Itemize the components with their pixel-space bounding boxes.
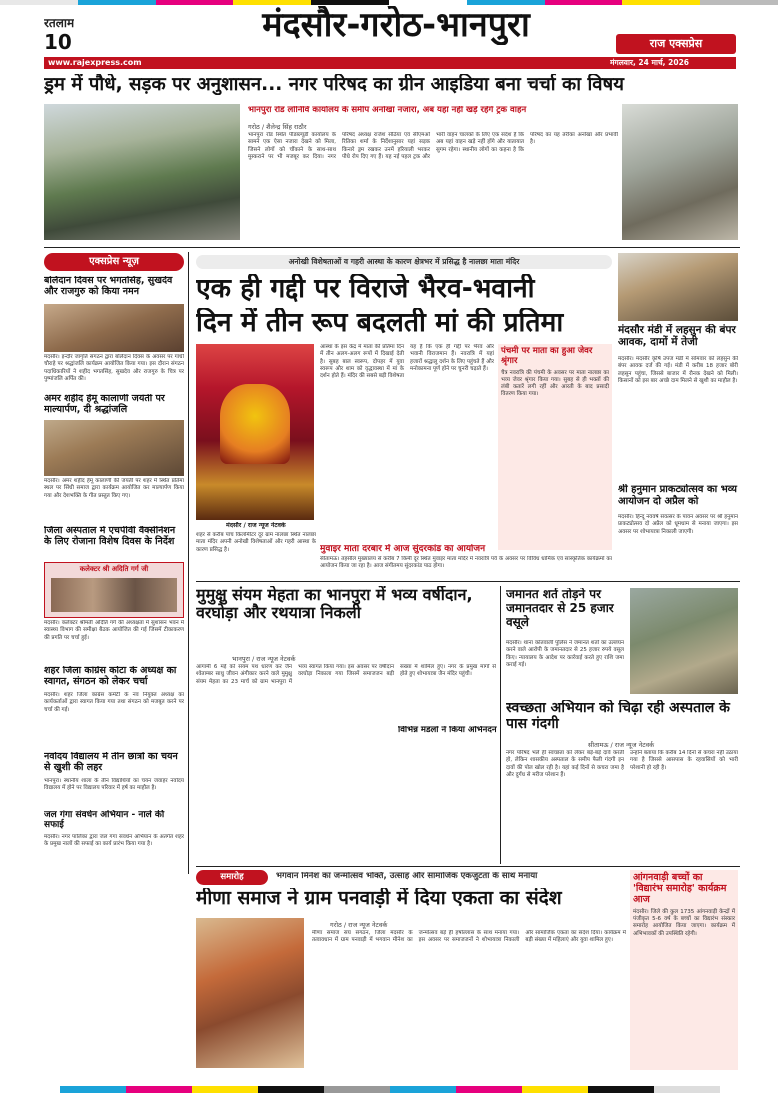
bhairav-headline-2: दिन में तीन रूप बदलती मां की प्रतिमा	[196, 308, 564, 338]
lahsun-photo	[618, 253, 738, 321]
bhairav-kicker: अनोखी विशेषताओं व गहरी आस्था के कारण क्षेत्रभर में प्रसिद्ध है नालछा माता मंदिर	[196, 255, 612, 269]
left-3-photo	[44, 562, 184, 618]
anganwadi-box	[630, 870, 738, 1070]
brand-logo: राज एक्सप्रेस	[616, 34, 736, 54]
left-column-divider	[188, 252, 189, 874]
hanuman-body: मंदसौर। हिन्दू नववर्ष संवत्सर के पावन अवसर पर श्री हनुमान प्राकट्योत्सव दो अप्रैल को धूमधाम से मनाया जाएगा। इस अवसर पर शोभायात्रा निकाली जाएगी।	[618, 514, 738, 535]
bhairav-body: आस्था के इस केंद्र में माता की प्रतिमा दिन में तीन अलग-अलग रूपों में दिखाई देती है। सुबह बाल स्वरूप, दोपहर में युवा स्वरूप और शाम को वृद्धावस्था में मां के दर्शन होते हैं। मंदिर की सबसे बड़ी विशेषता यह है कि एक ही गद्दी पर भैरव और भवानी विराजमान हैं। नवरात्रि में यहां हजारों श्रद्धालु दर्शन के लिए पहुंचते हैं और मनोकामना पूर्ण होने पर चुनरी चढ़ाते हैं।	[320, 344, 494, 380]
left-1-headline: बलिदान दिवस पर भगतसिंह, सुखदेव और राजगुरु को किया नमन	[44, 276, 173, 297]
left-6-headline: जल गंगा संवर्धन अभियान - नाले की सफाई	[44, 810, 165, 831]
samaroh-kicker: भगवान मिनेश का जन्मोत्सव भक्ति, उत्साह और सामाजिक एकजुटता के साथ मनाया	[276, 872, 538, 881]
swachhta-photo	[630, 588, 738, 694]
samyam-sub-title: विभिन्न मंडलों ने किया अभिनंदन	[398, 726, 497, 735]
lead-headline: ड्रम में पौधे, सड़क पर अनुशासन... नगर परिषद का ग्रीन आइडिया बना चर्चा का विषय	[44, 74, 624, 95]
bhairav-sub-title: मुवाइर माता दरबार में आज सुंदरकांड का आयोजन	[320, 544, 486, 554]
divider-3	[196, 866, 740, 867]
anganwadi-body: मंदसौर। जिले की कुल 1735 आंगनवाड़ी केन्द्रों में पंजीकृत 5-6 वर्ष के बच्चों का विद्यारंभ संस्कार समारोह आयोजित किया जाएगा। कार्यक्रम में अभिभावकों की उपस्थिति रहेगी।	[633, 908, 735, 937]
lahsun-body: मंदसौर। मंदसौर कृषि उपज मंडी में सोमवार को लहसुन की बंपर आवक दर्ज की गई। मंडी में करीब 18 हजार बोरी लहसुन पहुंचा, जिससे बाजार में रौनक देखने को मिली। किसानों को इस बार अच्छे दाम मिलने से खुशी का माहौल है।	[618, 356, 738, 384]
divider-1	[44, 247, 740, 248]
left-5-body: भानपुरा। स्थानीय शाला के तीन विद्यार्थियों का चयन जवाहर नवोदय विद्यालय में होने पर विद्यालय परिवार में हर्ष का माहौल है।	[44, 778, 184, 792]
lahsun-headline: मंदसौर मंडी में लहसुन की बंपर आवक, दामों में तेजी	[618, 324, 736, 349]
left-2-body: मंदसौर। अमर शहीद हेमू कालाणी की जयंती पर शहर में स्थित प्रतिमा स्थल पर सिंधी समाज द्वारा कार्यक्रम आयोजित कर माल्यार्पण किया गया और देशभक्ति के गीत प्रस्तुत किए गए।	[44, 478, 184, 499]
lead-deck: भानपुरा रोड लोनिवि कार्यालय के समीप अनोखा नजारा, अब यहां नहीं खड़े रहेंगे ट्रक वाहन	[248, 106, 527, 115]
left-3-body: मंदसौर। कलेक्टर श्रीमती अदिति गर्ग की अध्यक्षता में सुशासन भवन में स्वास्थ्य विभाग की समीक्षा बैठक आयोजित की गई जिसमें टीकाकरण की प्रगति पर चर्चा हुई।	[44, 620, 184, 641]
hanuman-headline: श्री हनुमान प्राकट्योत्सव का भव्य आयोजन दो अप्रैल को	[618, 484, 737, 507]
bhairav-photo-caption: शहर से करीब पांच किलोमीटर दूर ग्राम नालछा स्थित नालछा माता मंदिर अपनी अनोखी विशेषताओं और गहरी आस्था के कारण प्रसिद्ध है।	[196, 532, 316, 553]
samaroh-headline: मीणा समाज ने ग्राम पनवाड़ी में दिया एकता का संदेश	[196, 888, 562, 909]
swachhta-byline: सीतामऊ / राज न्यूज नेटवर्क	[588, 741, 655, 749]
lead-byline: गरोठ / शैलेन्द्र सिंह राठौर	[248, 123, 307, 131]
bhairav-photo	[196, 344, 314, 520]
divider-2	[196, 581, 740, 582]
left-1-photo	[44, 304, 184, 352]
left-2-headline: अमर शहीद हेमू कालाणी जयंती पर माल्यार्पण, दी श्रद्धांजलि	[44, 394, 165, 415]
header-city: रतलाम	[44, 16, 75, 30]
bhairav-headline-1: एक ही गद्दी पर विराजे भैरव-भवानी	[196, 274, 535, 304]
samaroh-body: मीणा समाज संघ संगठन, जिला मंदसौर के तत्वावधान में ग्राम पनवाड़ी में भगवान मीनेश का जन्मोत्सव बड़े ही हर्षोल्लास के साथ मनाया गया। इस अवसर पर समाजजनों ने शोभायात्रा निकाली और सामाजिक एकता का संदेश दिया। कार्यक्रम में बड़ी संख्या में महिलाएं और युवा शामिल हुए।	[312, 930, 626, 944]
bhairav-box-body: चैत्र नवरात्रि की पंचमी के अवसर पर माता नालछा का भव्य जेवर श्रृंगार किया गया। सुबह से ही भक्तों की लंबी कतारें लगी रहीं और आरती के बाद प्रसादी वितरण किया गया।	[501, 369, 609, 398]
page-number: 10	[44, 30, 72, 54]
left-6-body: मंदसौर। नगर पालिका द्वारा जल गंगा संवर्धन अभियान के अंतर्गत शहर के प्रमुख नालों की सफाई का कार्य प्रारंभ किया गया है।	[44, 834, 184, 848]
jamanat-body: मंदसौर। थाना कोतवाली पुलिस ने जमानत शर्तों का उल्लंघन करने वाले आरोपी के जमानतदार से 25 हजार रुपये वसूल किए। न्यायालय के आदेश पर कार्रवाई करते हुए राशि जमा कराई गई।	[506, 640, 624, 668]
bhairav-photo-credit: मंदसौर / राज न्यूज नेटवर्क	[226, 522, 336, 530]
express-news-label: एक्सप्रेस न्यूज़	[44, 253, 184, 271]
samaroh-byline: गरोठ / राज न्यूज नेटवर्क	[330, 921, 388, 929]
date: मंगलवार, 24 मार्च, 2026	[610, 58, 690, 67]
left-2-photo	[44, 420, 184, 476]
lead-body: भानपुरा रोड स्थित पीडब्ल्यूडी कार्यालय के सामने एक ऐसा नजारा देखने को मिला, जिसने लोगों को चौंकाने के साथ-साथ मुस्कराने पर भी मजबूर कर दिया। नगर परिषद अध्यक्ष राजेश सेठिया एवं सीएमओ रितिका शर्मा के निर्देशानुसार यहां सड़क किनारे ड्रम रखकर उनमें हरियाली भरकर पौधे रोप दिए गए हैं। यह नई पहल ट्रक और भारी वाहन चालकों के लिए एक संदेश है कि अब यहां वाहन खड़े नहीं होंगे और यातायात सुगम रहेगा। स्थानीय लोगों का कहना है कि परिषद का यह तरीका अनोखा और प्रभावी है।	[248, 132, 618, 160]
jamanat-headline: जमानत शर्त तोड़ने पर जमानतदार से 25 हजार वसूले	[506, 588, 614, 629]
left-3-headline: जिला अस्पताल में एचपीवी वैक्सीनेशन के लिए रोजाना विशेष दिवस के निर्देश	[44, 526, 176, 547]
left-4-headline: शहर जिला कांग्रेस कोटा के अध्यक्ष का स्वागत, संगठन को लेकर चर्चा	[44, 666, 177, 687]
anganwadi-headline: आंगनवाड़ी बच्चों का 'विद्यारंभ समारोह' कार्यक्रम आज	[633, 872, 727, 905]
left-1-body: मंदसौर। इन्दौर जागृति संगठन द्वारा बलिदान दिवस के अवसर पर गांधी चौराहे पर श्रद्धांजलि कार्यक्रम आयोजित किया गया। इस दौरान संगठन पदाधिकारियों ने शहीद भगतसिंह, सुखदेव और राजगुरु के चित्र पर पुष्पांजलि अर्पित की।	[44, 354, 184, 382]
samaroh-label: समारोह	[196, 870, 268, 885]
bottom-color-strip	[60, 1086, 720, 1093]
samyam-body: आगामी 6 मई को संयम पथ धारण कर जैन श्वेताम्बर साधु जीवन अंगीकार करने वाले मुमुक्षु संयम मेहता का 23 मार्च को ग्राम भानपुरा में भव्य स्वागत किया गया। इस अवसर पर वर्षीदान वरघोड़ा निकाला गया जिसमें समाजजन बड़ी संख्या में शामिल हुए। नगर के प्रमुख मार्गों से होते हुए शोभायात्रा जैन मंदिर पहुंची।	[196, 664, 496, 685]
page-title: मंदसौर-गरोठ-भानपुरा	[262, 6, 530, 45]
top-color-strip	[0, 0, 778, 5]
samyam-byline: भानपुरा / राज न्यूज नेटवर्क	[232, 655, 296, 663]
swachhta-body: नगर परिषद भले ही स्वच्छता को लेकर बड़े-बड़े दावे करती हो, लेकिन शासकीय अस्पताल के समीप फैली गंदगी इन दावों की पोल खोल रही है। यहां कई दिनों से कचरा जमा है और दुर्गंध से मरीज परेशान हैं।	[506, 750, 624, 778]
bhairav-box	[498, 344, 612, 550]
website[interactable]: www.rajexpress.com	[48, 58, 142, 67]
swachhta-headline: स्वच्छता अभियान को चिढ़ा रही अस्पताल के पास गंदगी	[506, 700, 730, 733]
bhairav-sub-body: सीतामऊ। तहसील मुख्यालय से करीब 7 किमी दूर स्थित मुवाइर माता मंदिर में नवरात्रि पर्व के अवसर पर विविध धार्मिक एवं सांस्कृतिक कार्यक्रमों का आयोजन किया जा रहा है। आज संगीतमय सुंदरकांड पाठ होगा।	[320, 556, 612, 570]
samyam-headline: मुमुक्षु संयम मेहता का भानपुरा में भव्य वर्षीदान, वरघोड़ा और रथयात्रा निकली	[196, 586, 473, 623]
swachhta-side-body: उन्होंने बताया कि करीब 14 दिनों से कचरा नहीं उठाया गया है जिससे आसपास के रहवासियों को भारी परेशानी हो रही है।	[630, 750, 738, 771]
samaroh-photo	[196, 918, 304, 1068]
left-4-body: मंदसौर। शहर जिला कांग्रेस कमेटी के नव नियुक्त अध्यक्ष का कार्यकर्ताओं द्वारा स्वागत किया गया तथा संगठन को मजबूत करने पर चर्चा की गई।	[44, 692, 184, 713]
divider-samyam	[500, 586, 501, 864]
left-3-banner-text: कलेक्टर श्री अदिति गर्ग जी	[79, 565, 149, 573]
lead-photo-right	[622, 104, 738, 240]
lead-photo	[44, 104, 240, 240]
bhairav-box-title: पंचमी पर माता का हुआ जेवर श्रृंगार	[501, 346, 593, 366]
left-5-headline: नवोदय विद्यालय में तीन छात्रों का चयन से खुशी की लहर	[44, 752, 178, 773]
